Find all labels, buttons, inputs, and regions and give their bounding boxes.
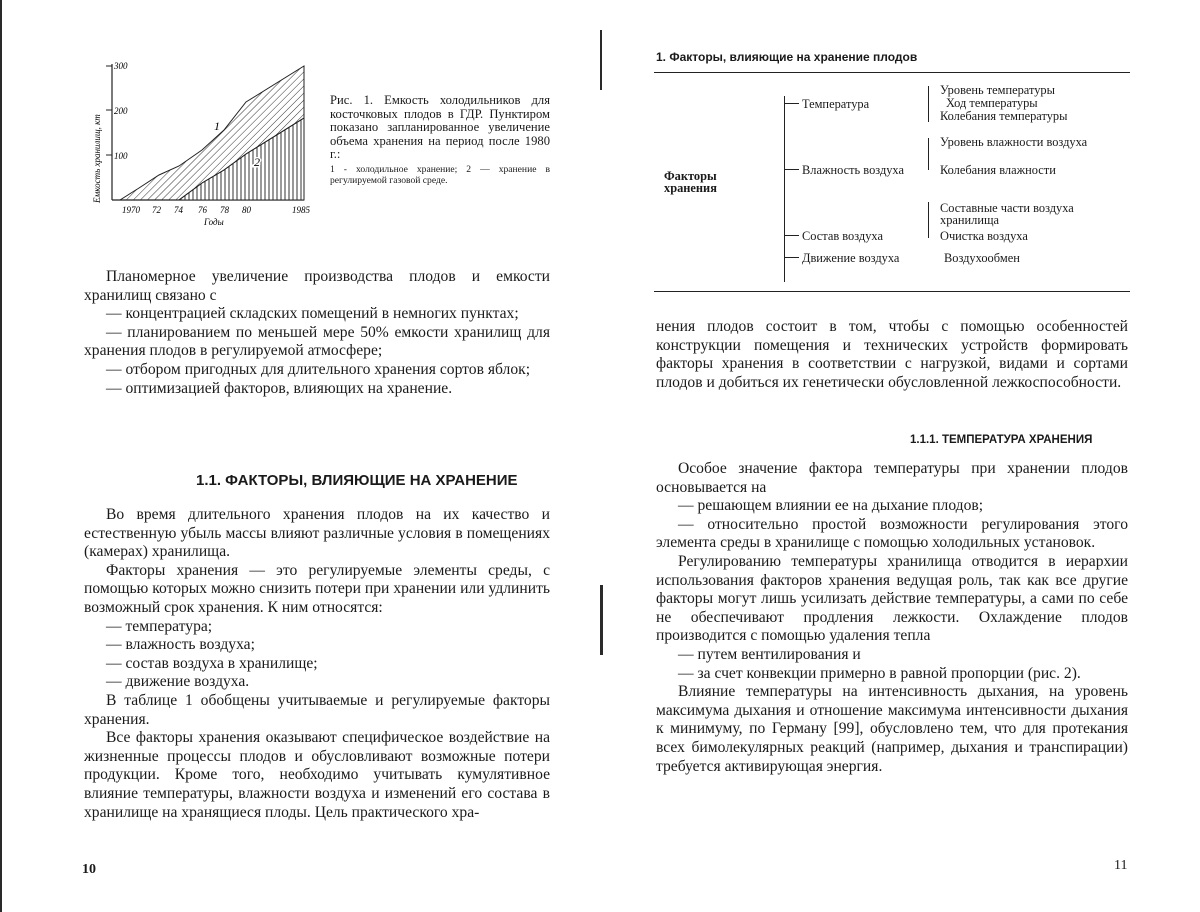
factors-table (654, 72, 1130, 292)
page-number: 10 (82, 862, 96, 877)
capacity-figure (84, 58, 314, 238)
sub-factor: Колебания температуры (940, 109, 1068, 123)
x-tick: 72 (152, 205, 161, 215)
paragraph: Особое значение фактора температуры при хранении плодов основывается на (656, 460, 1128, 496)
paragraph: Регулированию температуры хранилища отводится в иерархии использования факторов хранения ведущая роль, так как все другие факторы могут лишь усилизать действие температуры, а сами по себе не обеспечивают продления лежкости. Охлаждение плодов производится с помощью удаления тепла (656, 552, 1128, 645)
sub-factor: Воздухообмен (944, 251, 1020, 265)
sub-factor: Очистка воздуха (940, 229, 1028, 243)
intro-item: — оптимизацией факторов, влияющих на хранение. (106, 379, 453, 397)
list-item: — относительно простой возможности регулирования этого элемента среды в хранилище с помощью холодильных установок. (656, 515, 1128, 552)
sub-factor: Ход температуры (946, 96, 1038, 110)
x-tick: 1985 (292, 205, 310, 215)
factor-label: Движение воздуха (802, 251, 900, 265)
caption-note: 1 - холодильное хранение; 2 — хранение в регулируемой газовой среде. (330, 163, 550, 186)
factor-item: — влажность воздуха; (106, 636, 255, 654)
factor-label: Температура (802, 97, 870, 111)
factor-label: Влажность воздуха (802, 163, 904, 177)
factor-label: Состав воздуха (802, 229, 883, 243)
factor-item: — движение воздуха. (106, 673, 250, 691)
continued-paragraph: нения плодов состоит в том, чтобы с помощью особенностей конструкции помещения и технических устройств формировать факторы хранения в соответствии с нагрузкой, видами и сортами плодов и добиться их генетически обусловленной лежкоспособности. (656, 318, 1128, 391)
factor-item: — температура; (106, 617, 213, 635)
y-tick: 100 (114, 151, 128, 161)
book-edge (0, 0, 2, 912)
x-tick: 80 (242, 205, 251, 215)
section-heading: 1.1. ФАКТОРЫ, ВЛИЯЮЩИЕ НА ХРАНЕНИЕ (196, 472, 518, 489)
caption-main: Рис. 1. Емкость холодильников для косточковых плодов в ГДР. Пунктиром показано запланированное увеличение объема хранения на период после 1980 г.: (330, 93, 550, 162)
y-axis-label: Емкость хранилищ, кт (92, 114, 102, 203)
gutter-mark (600, 30, 602, 90)
x-tick: 74 (174, 205, 183, 215)
intro-block (84, 268, 550, 398)
series-label-2: 2 (254, 155, 260, 169)
sub-factor: Уровень влажности воздуха (940, 135, 1088, 149)
gutter-mark (600, 585, 603, 655)
intro-item: — планированием по меньшей мере 50% емкости хранилищ для хранения плодов в регулируемой атмосфере; (84, 323, 550, 360)
list-item: — решающем влиянии ее на дыхание плодов; (678, 497, 984, 515)
subsection-body (656, 460, 1128, 776)
right-page (600, 0, 1200, 912)
factor-item: — состав воздуха в хранилище; (106, 654, 318, 672)
y-tick: 200 (114, 106, 128, 116)
paragraph: В таблице 1 обобщены учитываемые и регулируемые факторы хранения. (84, 691, 550, 728)
table-root: Факторы хранения (664, 169, 717, 196)
intro-item: — отбором пригодных для длительного хранения сортов яблок; (106, 360, 531, 378)
page-number: 11 (1114, 858, 1128, 873)
list-item: — за счет конвекции примерно в равной пропорции (рис. 2). (678, 664, 1081, 682)
paragraph: Факторы хранения — это регулируемые элементы среды, с помощью которых можно снизить потери при хранении или удлинить возможный срок хранения. К ним относятся: (84, 561, 550, 616)
intro-item: — концентрацией складских помещений в немногих пунктах; (106, 305, 519, 323)
series-label-1: 1 (214, 119, 220, 133)
paragraph: Все факторы хранения оказывают специфическое воздействие на жизненные процессы плодов и обусловливают возможные потери продукции. Кроме того, необходимо учитывать кумулятивное влияние температуры, влажности воздуха и изменений его состава в хранилище на хранящиеся плоды. Цель практического хра- (84, 729, 550, 821)
x-tick: 76 (198, 205, 207, 215)
sub-factor: Уровень температуры (940, 83, 1055, 97)
y-tick: 300 (114, 61, 128, 71)
paragraph: Влияние температуры на интенсивность дыхания, на уровень максимума дыхания и отношение максимума интенсивности дыхания к минимуму, по Герману [99], обусловлено тем, что для протекания всех бимолекулярных реакций (например, дыхания и транспирации) требуется активирующая энергия. (656, 683, 1128, 775)
table-title: 1. Факторы, влияющие на хранение плодов (656, 50, 918, 64)
x-tick: 1970 (122, 205, 140, 215)
x-axis-label: Годы (204, 217, 224, 227)
intro-text: Планомерное увеличение производства плодов и емкости хранилищ связано с (84, 268, 550, 304)
paragraph: Во время длительного хранения плодов на их качество и естественную убыль массы влияют различные условия в помещениях (камерах) хранилища. (84, 506, 550, 561)
list-item: — путем вентилирования и (678, 645, 861, 663)
subsection-heading: 1.1.1. ТЕМПЕРАТУРА ХРАНЕНИЯ (910, 434, 1093, 446)
figure-caption (330, 94, 550, 186)
section-body (84, 506, 550, 822)
sub-factor: Колебания влажности (940, 163, 1056, 177)
sub-factor: Составные части воздуха хранилища (940, 201, 1074, 228)
x-tick: 78 (220, 205, 229, 215)
